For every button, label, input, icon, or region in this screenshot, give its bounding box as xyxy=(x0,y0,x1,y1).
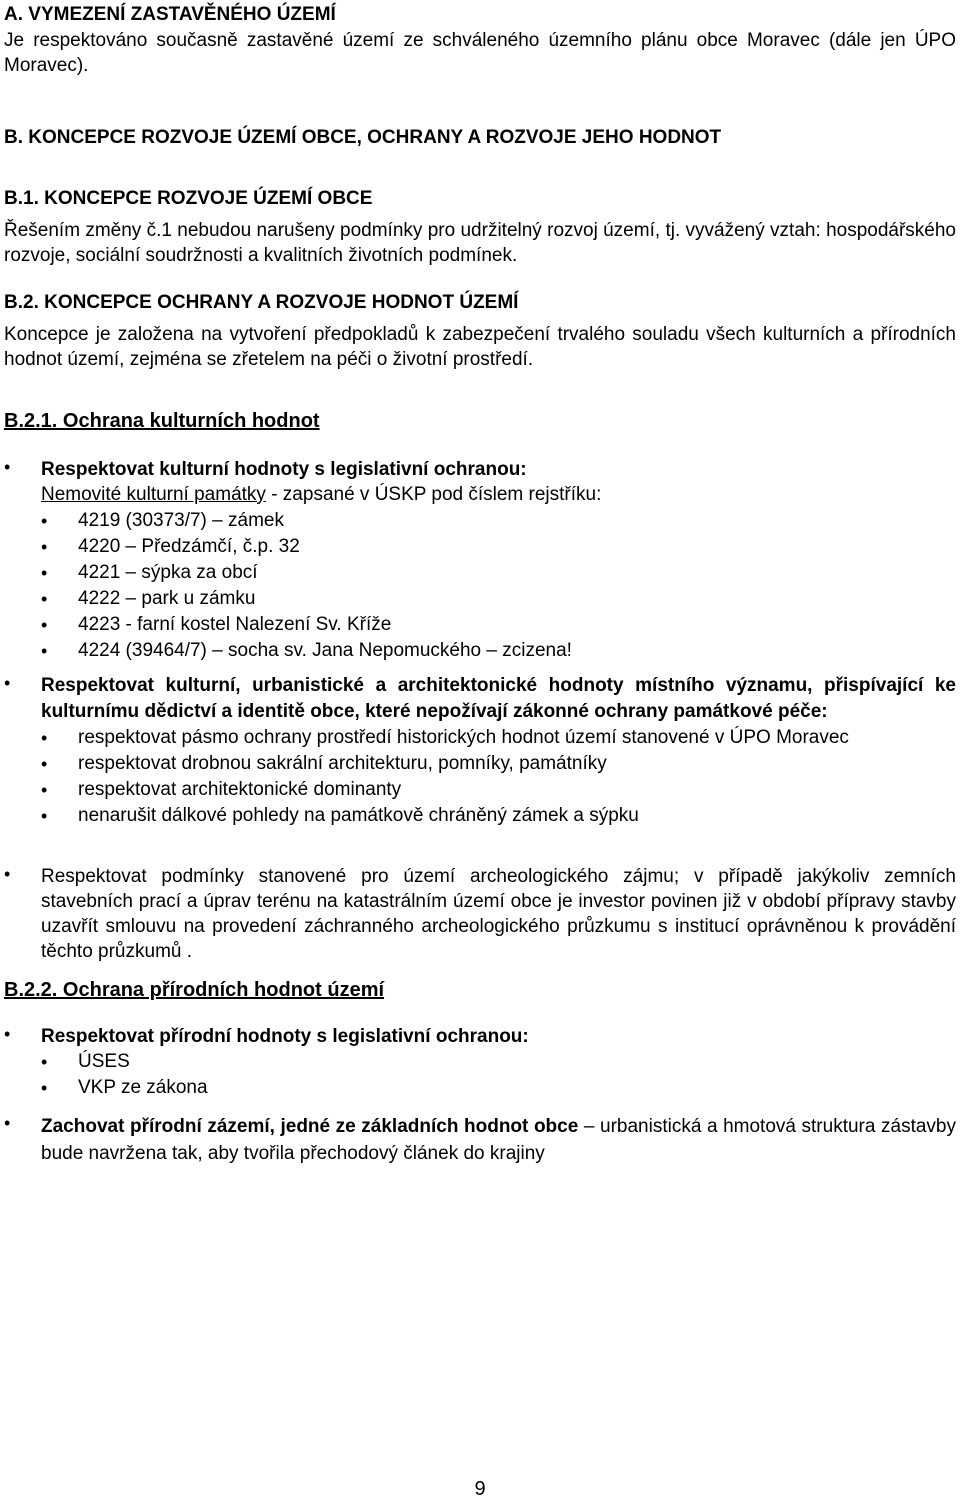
pamatka-item: • 4221 – sýpka za obcí xyxy=(41,560,956,586)
b21-bullet-2 xyxy=(4,673,956,829)
pamatka-item: • 4224 (39464/7) – socha sv. Jana Nepomuckého – zcizena! xyxy=(41,638,956,664)
prirodni-hodnoty-list xyxy=(41,1049,956,1101)
section-b22-heading: B.2.2. Ochrana přírodních hodnot území xyxy=(4,979,385,1001)
b22-bullet-list-2 xyxy=(4,1113,956,1167)
b21-bullet-list-2 xyxy=(4,673,956,829)
b21-bullet-1 xyxy=(4,457,956,664)
section-b2-heading: B.2. KONCEPCE OCHRANY A ROZVOJE HODNOT ÚZEMÍ xyxy=(4,292,519,313)
b21-bullet-list-3 xyxy=(4,864,956,964)
mistni-hodnota-item: • respektovat architektonické dominanty xyxy=(41,777,956,803)
b22-bullet-2-text xyxy=(41,1113,956,1167)
kulturni-pamatky-desc: - zapsané v ÚSKP pod číslem rejstříku: xyxy=(265,484,602,505)
section-b-heading: B. KONCEPCE ROZVOJE ÚZEMÍ OBCE, OCHRANY A ROZVOJE JEHO HODNOT xyxy=(4,127,722,148)
section-b1-text: Řešením změny č.1 nebudou narušeny podmínky pro udržitelný rozvoj území, tj. vyvážený vztah: hospodářského rozvoje, sociální soudržnosti a kvalitních životních podmínek. xyxy=(4,220,956,266)
b22-bullet-1 xyxy=(4,1024,956,1101)
mistni-hodnota-item: • respektovat pásmo ochrany prostředí historických hodnot území stanovené v ÚPO Moravec xyxy=(41,725,956,751)
mistni-hodnota-item: • nenarušit dálkové pohledy na památkově chráněný zámek a sýpku xyxy=(41,803,956,829)
b21-bullet-2-title: • Respektovat kulturní, urbanistické a architektonické hodnoty místního významu, přispívající ke kulturnímu dědictví a identitě obce, které nepožívají zákonné ochrany památkové péče: xyxy=(41,675,956,722)
section-a-text: Je respektováno současně zastavěné území ze schváleného územního plánu obce Moravec (dále jen ÚPO Moravec). xyxy=(4,30,956,76)
page-number: 9 xyxy=(474,1478,486,1500)
pamatka-item: • 4220 – Předzámčí, č.p. 32 xyxy=(41,534,956,560)
section-b21-heading: B.2.1. Ochrana kulturních hodnot xyxy=(4,410,320,432)
mistni-hodnota-item: • respektovat drobnou sakrální architekturu, pomníky, památníky xyxy=(41,751,956,777)
section-a-heading: A. VYMEZENÍ ZASTAVĚNÉHO ÚZEMÍ xyxy=(4,4,336,25)
b21-bullet-3 xyxy=(4,864,956,964)
section-b1-heading: B.1. KONCEPCE ROZVOJE ÚZEMÍ OBCE xyxy=(4,188,373,209)
mistni-hodnoty-list xyxy=(41,725,956,829)
b22-bullet-1-title: • Respektovat přírodní hodnoty s legislativní ochranou: xyxy=(41,1026,529,1047)
b22-bullet-2-title: Zachovat přírodní zázemí, jedné ze základních hodnot obce xyxy=(41,1116,579,1137)
prirodni-hodnota-item: • VKP ze zákona xyxy=(41,1075,956,1101)
b21-bullet-1-subtitle xyxy=(41,482,956,508)
b21-bullet-list-1 xyxy=(4,457,956,664)
b22-bullet-2 xyxy=(4,1113,956,1167)
pamatka-item: • 4223 - farní kostel Nalezení Sv. Kříže xyxy=(41,612,956,638)
kulturni-pamatky-label: Nemovité kulturní památky xyxy=(41,484,266,505)
b22-bullet-2-rest: – urbanistická a hmotová struktura zástavby bude navržena tak, aby tvořila přechodový článek do krajiny xyxy=(41,1116,956,1164)
pamatka-item: • 4222 – park u zámku xyxy=(41,586,956,612)
pamatky-list xyxy=(41,508,956,664)
b22-bullet-list-1 xyxy=(4,1024,956,1101)
b21-bullet-3-text: • Respektovat podmínky stanovené pro území archeologického zájmu; v případě jakýkoliv zemních stavebních prací a úprav terénu na katastrálním území obce je investor povinen již v období přípravy stavby uzavřít smlouvu na provedení záchranného archeologického průzkumu s institucí oprávněnou k provádění těchto průzkumů . xyxy=(41,866,956,962)
section-b2-text: Koncepce je založena na vytvoření předpokladů k zabezpečení trvalého souladu všech kulturních a přírodních hodnot území, zejména se zřetelem na péči o životní prostředí. xyxy=(4,324,956,370)
prirodni-hodnota-item: • ÚSES xyxy=(41,1049,956,1075)
b21-bullet-1-title: • Respektovat kulturní hodnoty s legislativní ochranou: xyxy=(41,459,527,480)
pamatka-item: • 4219 (30373/7) – zámek xyxy=(41,508,956,534)
